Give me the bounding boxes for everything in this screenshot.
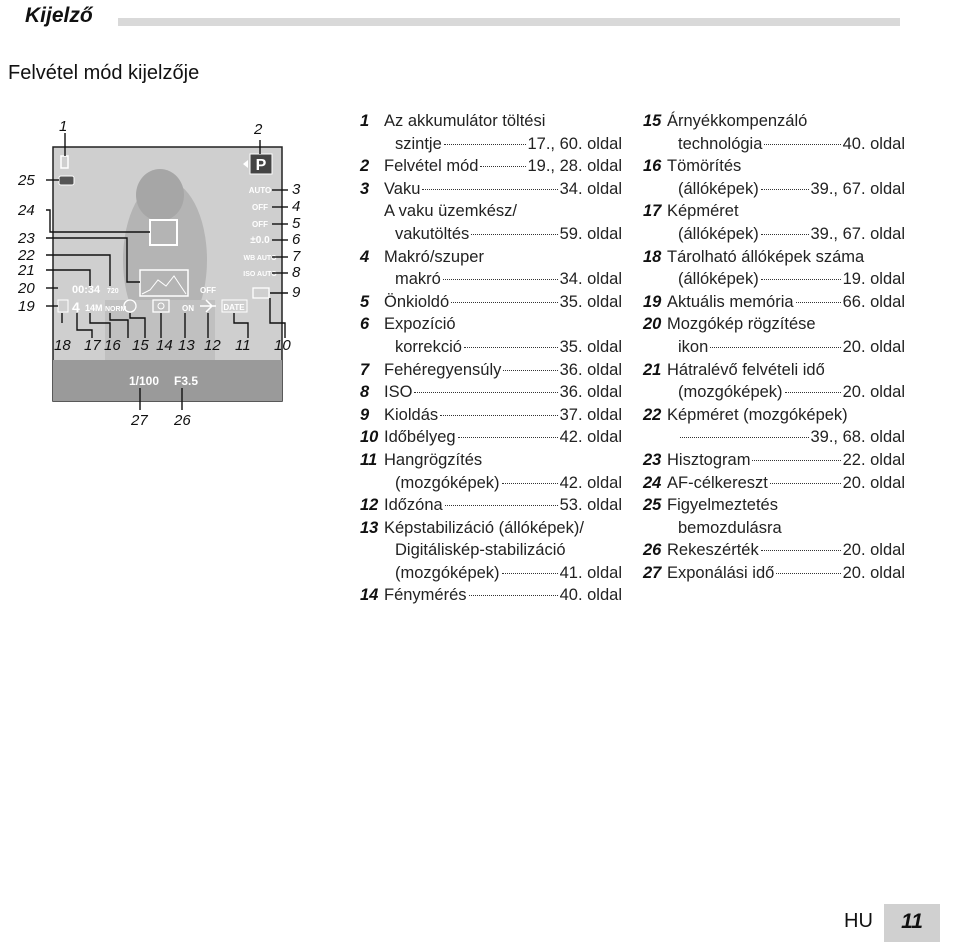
entry-label: Hisztogram — [667, 450, 751, 469]
entry-page-ref: 34. oldal — [559, 270, 622, 289]
entry-page-line — [667, 426, 905, 449]
entry-page-line — [384, 404, 622, 427]
leader-dots — [770, 483, 841, 484]
camera-display-diagram — [10, 110, 340, 440]
entry-number: 4 — [360, 247, 370, 266]
shake-warning-icon — [59, 176, 74, 185]
reference-entry — [360, 246, 622, 291]
entry-page-ref: 66. oldal — [842, 292, 905, 311]
entry-page-line — [667, 381, 905, 404]
movie-rec-time: 00:34 — [72, 284, 101, 296]
entry-number: 22 — [643, 405, 662, 424]
entry-number: 20 — [643, 315, 662, 334]
reference-entry — [360, 449, 622, 494]
reference-entry — [643, 246, 905, 291]
reference-entry — [360, 381, 622, 404]
reference-entry — [360, 359, 622, 382]
entry-page-ref: 39., 68. oldal — [810, 428, 905, 447]
entry-page-ref: 34. oldal — [559, 179, 622, 198]
leader-dots — [502, 483, 558, 484]
entry-number: 11 — [360, 450, 378, 469]
reference-entry — [360, 426, 622, 449]
entry-text: bemozdulásra — [678, 518, 782, 537]
callout-3: 3 — [292, 181, 301, 198]
entry-page-ref: 19. oldal — [842, 270, 905, 289]
leader-dots — [761, 189, 809, 190]
entry-page-line — [384, 133, 622, 156]
entry-page-line — [667, 291, 905, 314]
entry-label: (mozgóképek) — [395, 473, 500, 492]
entry-page-ref: 17., 60. oldal — [527, 134, 622, 153]
entry-page-line — [384, 562, 622, 585]
entry-page-ref: 53. oldal — [559, 496, 622, 515]
reference-entry — [643, 110, 905, 155]
leader-dots — [761, 550, 841, 551]
leader-dots — [458, 437, 558, 438]
aperture-value: F3.5 — [174, 374, 199, 388]
callout-9: 9 — [292, 284, 301, 301]
compression-icon: NORM — [105, 306, 127, 313]
reference-entry — [643, 359, 905, 404]
reference-entry — [643, 155, 905, 200]
reference-entry — [643, 539, 905, 562]
callout-23: 23 — [18, 230, 35, 247]
entry-page-ref: 42. oldal — [559, 473, 622, 492]
entry-number: 9 — [360, 405, 370, 424]
entry-page-line — [384, 381, 622, 404]
entry-page-line — [667, 562, 905, 585]
leader-dots — [471, 234, 557, 235]
entry-label: ISO — [384, 383, 413, 402]
entry-text: Figyelmeztetés — [667, 496, 778, 515]
leader-dots — [503, 370, 557, 371]
callout-19: 19 — [18, 298, 35, 315]
leader-dots — [796, 302, 841, 303]
entry-number: 26 — [643, 541, 662, 560]
leader-dots — [480, 166, 525, 167]
entry-page-ref: 35. oldal — [559, 292, 622, 311]
entry-label: Aktuális memória — [667, 292, 794, 311]
entry-page-line — [384, 426, 622, 449]
leader-dots — [761, 234, 809, 235]
reference-entry — [643, 449, 905, 472]
entry-text: Képstabilizáció (állóképek)/ — [384, 518, 584, 537]
leader-dots — [444, 144, 526, 145]
callout-4: 4 — [292, 198, 301, 215]
callout-2: 2 — [254, 121, 263, 138]
leader-dots — [764, 144, 840, 145]
reference-entry — [643, 404, 905, 449]
entry-text: A vaku üzemkész/ — [384, 202, 517, 221]
entry-page-line — [667, 472, 905, 495]
callout-27: 27 — [131, 412, 148, 429]
entry-page-ref: 20. oldal — [842, 337, 905, 356]
mode-label: P — [255, 157, 267, 174]
entry-label: technológia — [678, 134, 763, 153]
reference-entry — [643, 313, 905, 358]
entry-text: Mozgókép rögzítése — [667, 315, 816, 334]
leader-dots — [680, 437, 809, 438]
entry-page-ref: 36. oldal — [559, 383, 622, 402]
entry-text: Tömörítés — [667, 157, 742, 176]
entry-page-ref: 41. oldal — [559, 563, 622, 582]
entry-page-line — [384, 178, 622, 201]
section-title: Felvétel mód kijelzője — [8, 62, 200, 84]
entry-label: Felvétel mód — [384, 157, 479, 176]
callout-24: 24 — [18, 202, 35, 219]
reference-entry — [360, 494, 622, 517]
leader-dots — [445, 505, 558, 506]
entry-page-line — [667, 449, 905, 472]
entry-page-ref: 59. oldal — [559, 224, 622, 243]
callout-15: 15 — [132, 337, 149, 354]
reference-entry — [360, 404, 622, 427]
entry-page-ref: 20. oldal — [842, 383, 905, 402]
entry-number: 7 — [360, 360, 370, 379]
entry-page-ref: 22. oldal — [842, 450, 905, 469]
callout-25: 25 — [18, 172, 35, 189]
entry-page-ref: 39., 67. oldal — [810, 179, 905, 198]
entry-label: (mozgóképek) — [678, 383, 783, 402]
entry-page-line — [667, 539, 905, 562]
entry-number: 18 — [643, 247, 662, 266]
callout-6: 6 — [292, 231, 301, 248]
entry-text: Makró/szuper — [384, 247, 484, 266]
entry-number: 13 — [360, 518, 379, 537]
reference-entry — [360, 313, 622, 358]
entry-page-ref: 40. oldal — [842, 134, 905, 153]
entry-label: Rekeszérték — [667, 541, 759, 560]
entry-label: ikon — [678, 337, 709, 356]
entry-label: makró — [395, 270, 441, 289]
entry-text: Hangrögzítés — [384, 450, 483, 469]
entry-label: Önkioldó — [384, 292, 450, 311]
entry-number: 25 — [643, 496, 662, 515]
entry-label: Fénymérés — [384, 586, 467, 605]
leader-dots — [710, 347, 840, 348]
wb-icon: WB AUTO — [243, 255, 277, 262]
callout-16: 16 — [104, 337, 121, 354]
entry-label: szintje — [395, 134, 442, 153]
callout-22: 22 — [18, 247, 35, 264]
entry-label: (állóképek) — [678, 224, 759, 243]
callout-18: 18 — [54, 337, 71, 354]
entry-number: 14 — [360, 586, 379, 605]
page-header — [0, 0, 960, 34]
date-icon: DATE — [223, 303, 245, 312]
entry-text: Árnyékkompenzáló — [667, 112, 808, 130]
entry-page-ref: 20. oldal — [842, 473, 905, 492]
entry-number: 19 — [643, 292, 662, 311]
entry-label: vakutöltés — [395, 224, 470, 243]
entry-number: 2 — [360, 157, 370, 176]
reference-list-left — [360, 110, 622, 607]
leader-dots — [443, 279, 558, 280]
callout-1: 1 — [59, 118, 68, 135]
entry-page-ref: 37. oldal — [559, 405, 622, 424]
entry-page-line — [384, 336, 622, 359]
entry-page-line — [384, 494, 622, 517]
entry-text: Digitáliskép-stabilizáció — [395, 541, 566, 560]
shutter-value: 1/100 — [129, 374, 160, 388]
entry-page-line — [667, 223, 905, 246]
movie-size-icon: 720 — [107, 288, 119, 295]
callout-8: 8 — [292, 264, 301, 281]
leader-dots — [761, 279, 841, 280]
leader-dots — [414, 392, 557, 393]
entry-label: Exponálási idő — [667, 563, 775, 582]
leader-dots — [502, 573, 558, 574]
page-number: 11 — [901, 910, 923, 933]
callout-17: 17 — [84, 337, 101, 354]
stabilizer-icon: ON — [182, 304, 194, 313]
entry-page-line — [384, 291, 622, 314]
leader-dots — [776, 573, 840, 574]
entry-page-line — [667, 268, 905, 291]
entry-number: 15 — [643, 112, 662, 130]
callout-20: 20 — [18, 280, 35, 297]
entry-number: 6 — [360, 315, 370, 334]
entry-page-line — [384, 584, 622, 607]
leader-dots — [422, 189, 557, 190]
entry-label: (állóképek) — [678, 179, 759, 198]
shadow-adjust-icon: OFF — [200, 286, 216, 295]
reference-entry — [360, 155, 622, 178]
entry-number: 10 — [360, 428, 379, 447]
header-rule — [118, 18, 900, 26]
macro-icon: OFF — [252, 203, 268, 212]
entry-page-line — [384, 359, 622, 382]
reference-entry — [643, 472, 905, 495]
reference-entry — [360, 517, 622, 585]
reference-entry — [643, 494, 905, 539]
exposure-value: ±0.0 — [250, 235, 270, 246]
entry-number: 21 — [643, 360, 662, 379]
entry-text: Képméret — [667, 202, 739, 221]
entry-page-ref: 42. oldal — [559, 428, 622, 447]
entry-page-ref: 39., 67. oldal — [810, 224, 905, 243]
image-size-icon: 14M — [85, 303, 103, 313]
callout-26: 26 — [174, 412, 191, 429]
entry-page-ref: 36. oldal — [559, 360, 622, 379]
entry-text: Az akkumulátor töltési — [384, 112, 546, 130]
entry-number: 12 — [360, 496, 379, 515]
entry-label: (mozgóképek) — [395, 563, 500, 582]
entry-number: 27 — [643, 563, 662, 582]
language-code: HU — [844, 910, 873, 932]
entry-number: 3 — [360, 179, 370, 198]
callout-13: 13 — [178, 337, 195, 354]
entry-page-ref: 19., 28. oldal — [527, 157, 622, 176]
entry-number: 16 — [643, 157, 662, 176]
entry-label: Időbélyeg — [384, 428, 456, 447]
entry-number: 23 — [643, 450, 662, 469]
entry-label: Fehéregyensúly — [384, 360, 502, 379]
entry-text: Expozíció — [384, 315, 456, 334]
page-footer — [836, 904, 940, 942]
reference-entry — [360, 200, 622, 245]
callout-21: 21 — [18, 262, 35, 279]
shots-remaining: 4 — [72, 299, 80, 315]
entry-page-ref: 20. oldal — [842, 563, 905, 582]
entry-page-ref: 20. oldal — [842, 541, 905, 560]
entry-page-line — [667, 336, 905, 359]
entry-text: Képméret (mozgóképek) — [667, 405, 848, 424]
entry-page-ref: 40. oldal — [559, 586, 622, 605]
entry-page-line — [667, 178, 905, 201]
reference-entry — [643, 200, 905, 245]
entry-text: Tárolható állóképek száma — [667, 247, 865, 266]
leader-dots — [464, 347, 558, 348]
reference-entry — [360, 110, 622, 155]
callout-14: 14 — [156, 337, 173, 354]
callout-12: 12 — [204, 337, 221, 354]
callout-7: 7 — [292, 248, 301, 265]
callout-11: 11 — [235, 337, 251, 354]
entry-number: 24 — [643, 473, 662, 492]
entry-page-line — [384, 223, 622, 246]
leader-dots — [469, 595, 558, 596]
entry-number: 8 — [360, 383, 370, 402]
entry-number: 5 — [360, 292, 370, 311]
leader-dots — [451, 302, 557, 303]
entry-label: Kioldás — [384, 405, 439, 424]
reference-list-right — [643, 110, 905, 584]
leader-dots — [752, 460, 840, 461]
entry-page-line — [384, 472, 622, 495]
iso-icon: ISO AUTO — [243, 271, 277, 278]
entry-number: 1 — [360, 112, 370, 130]
reference-entry — [360, 584, 622, 607]
entry-page-line — [384, 268, 622, 291]
leader-dots — [440, 415, 557, 416]
reference-entry — [643, 291, 905, 314]
page-title: Kijelző — [25, 4, 93, 27]
reference-entry — [360, 178, 622, 201]
entry-label: (állóképek) — [678, 270, 759, 289]
entry-label: korrekció — [395, 337, 462, 356]
entry-page-ref: 35. oldal — [559, 337, 622, 356]
entry-label: AF-célkereszt — [667, 473, 768, 492]
callout-10: 10 — [274, 337, 291, 354]
entry-page-line — [667, 133, 905, 156]
entry-label: Vaku — [384, 179, 421, 198]
callout-5: 5 — [292, 215, 301, 232]
flash-icon: AUTO — [248, 186, 272, 195]
selftimer-icon: OFF — [252, 220, 268, 229]
reference-entry — [643, 562, 905, 585]
entry-label: Időzóna — [384, 496, 443, 515]
entry-number: 17 — [643, 202, 662, 221]
entry-page-line — [384, 155, 622, 178]
reference-entry — [360, 291, 622, 314]
entry-text: Hátralévő felvételi idő — [667, 360, 825, 379]
leader-dots — [785, 392, 841, 393]
